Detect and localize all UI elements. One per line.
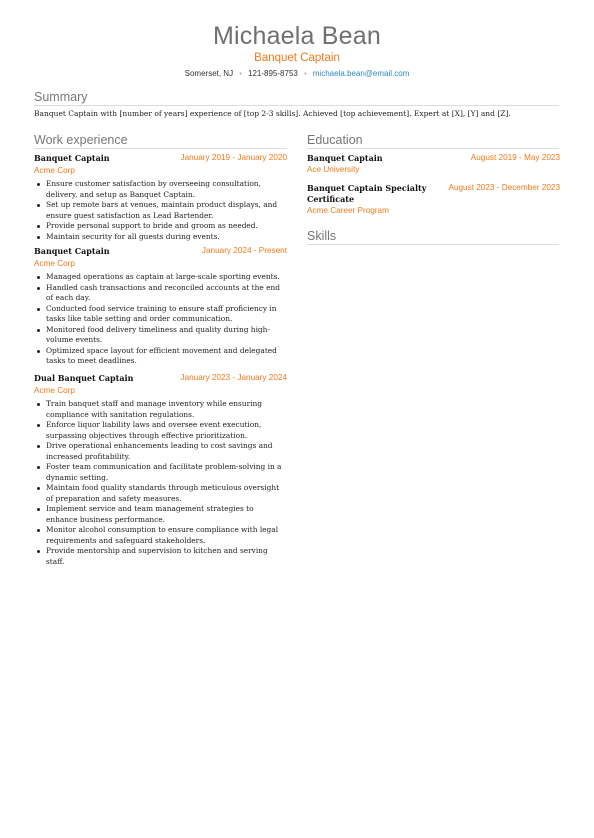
- job-company: Acme Corp: [34, 386, 75, 395]
- summary-divider: [34, 105, 559, 106]
- job-bullet: Monitor alcohol consumption to ensure compliance with legal requirements and safeguard stakeholders.: [46, 525, 287, 546]
- job-bullet: Maintain food quality standards through meticulous oversight of preparation and safety measures.: [46, 483, 287, 504]
- job-bullet: Drive operational enhancements leading to cost savings and increased profitability.: [46, 441, 287, 462]
- candidate-headline: Banquet Captain: [254, 52, 340, 64]
- education-entry: [307, 153, 560, 174]
- education-school: Acme Career Program: [307, 206, 389, 215]
- job-bullet: Maintain security for all guests during events.: [46, 232, 287, 243]
- job-bullet: Monitored food delivery timeliness and quality during high-volume events.: [46, 325, 287, 346]
- separator-dot: •: [304, 71, 307, 78]
- education-school: Ace University: [307, 165, 360, 174]
- job-dates: January 2023 - January 2024: [180, 373, 287, 382]
- education-divider: [307, 148, 559, 149]
- job-bullets: [34, 399, 287, 567]
- job-company: Acme Corp: [34, 166, 75, 175]
- job-company: Acme Corp: [34, 259, 75, 268]
- phone-text: 121-895-8753: [248, 69, 298, 78]
- education-entry: [307, 183, 560, 215]
- job-bullet: Set up remote bars at venues, maintain product displays, and ensure guest satisfaction as Lead Bartender.: [46, 200, 287, 221]
- job-dates: January 2019 - January 2020: [180, 153, 287, 162]
- email-link[interactable]: michaela.bean@email.com: [312, 69, 410, 78]
- job-entry: [34, 373, 287, 567]
- summary-heading: Summary: [34, 90, 88, 104]
- job-title: Dual Banquet Captain: [34, 373, 134, 383]
- job-bullet: Implement service and team management strategies to enhance business performance.: [46, 504, 287, 525]
- job-dates: January 2024 - Present: [201, 246, 287, 255]
- candidate-name: Michaela Bean: [213, 22, 381, 50]
- work-experience-divider: [34, 148, 287, 149]
- job-bullet: Provide mentorship and supervision to kitchen and serving staff.: [46, 546, 287, 567]
- contact-line: [0, 69, 594, 78]
- education-title: Banquet Captain Specialty Certificate: [307, 183, 427, 204]
- location-text: Somerset, NJ: [184, 69, 234, 78]
- separator-dot: •: [239, 71, 242, 78]
- education-dates: August 2019 - May 2023: [470, 153, 560, 162]
- job-bullet: Train banquet staff and manage inventory while ensuring compliance with sanitation regulations.: [46, 399, 287, 420]
- work-experience-heading: Work experience: [34, 133, 128, 147]
- summary-text: Banquet Captain with [number of years] experience of [top 2-3 skills]. Achieved [top achievement]. Expert at [X], [Y] and [Z].: [34, 109, 511, 118]
- education-heading: Education: [307, 133, 363, 147]
- job-bullets: [34, 179, 287, 242]
- job-title: Banquet Captain: [34, 246, 110, 256]
- job-bullet: Foster team communication and facilitate problem-solving in a dynamic setting.: [46, 462, 287, 483]
- job-bullet: Managed operations as captain at large-scale sporting events.: [46, 272, 287, 283]
- job-bullets: [34, 272, 287, 367]
- education-dates: August 2023 - December 2023: [448, 183, 560, 192]
- skills-divider: [307, 244, 559, 245]
- job-bullet: Enforce liquor liability laws and oversee event execution, surpassing objectives through effective prioritization.: [46, 420, 287, 441]
- job-bullet: Provide personal support to bride and groom as needed.: [46, 221, 287, 232]
- job-bullet: Handled cash transactions and reconciled accounts at the end of each day.: [46, 283, 287, 304]
- job-bullet: Ensure customer satisfaction by overseeing consultation, delivery, and setup as Banquet Captain.: [46, 179, 287, 200]
- job-bullet: Optimized space layout for efficient movement and delegated tasks to meet deadlines.: [46, 346, 287, 367]
- job-entry: [34, 246, 287, 367]
- education-title: Banquet Captain: [307, 153, 383, 163]
- job-title: Banquet Captain: [34, 153, 110, 163]
- job-entry: [34, 153, 287, 242]
- job-bullet: Conducted food service training to ensure staff proficiency in tasks like table setting and order communication.: [46, 304, 287, 325]
- skills-heading: Skills: [307, 229, 337, 243]
